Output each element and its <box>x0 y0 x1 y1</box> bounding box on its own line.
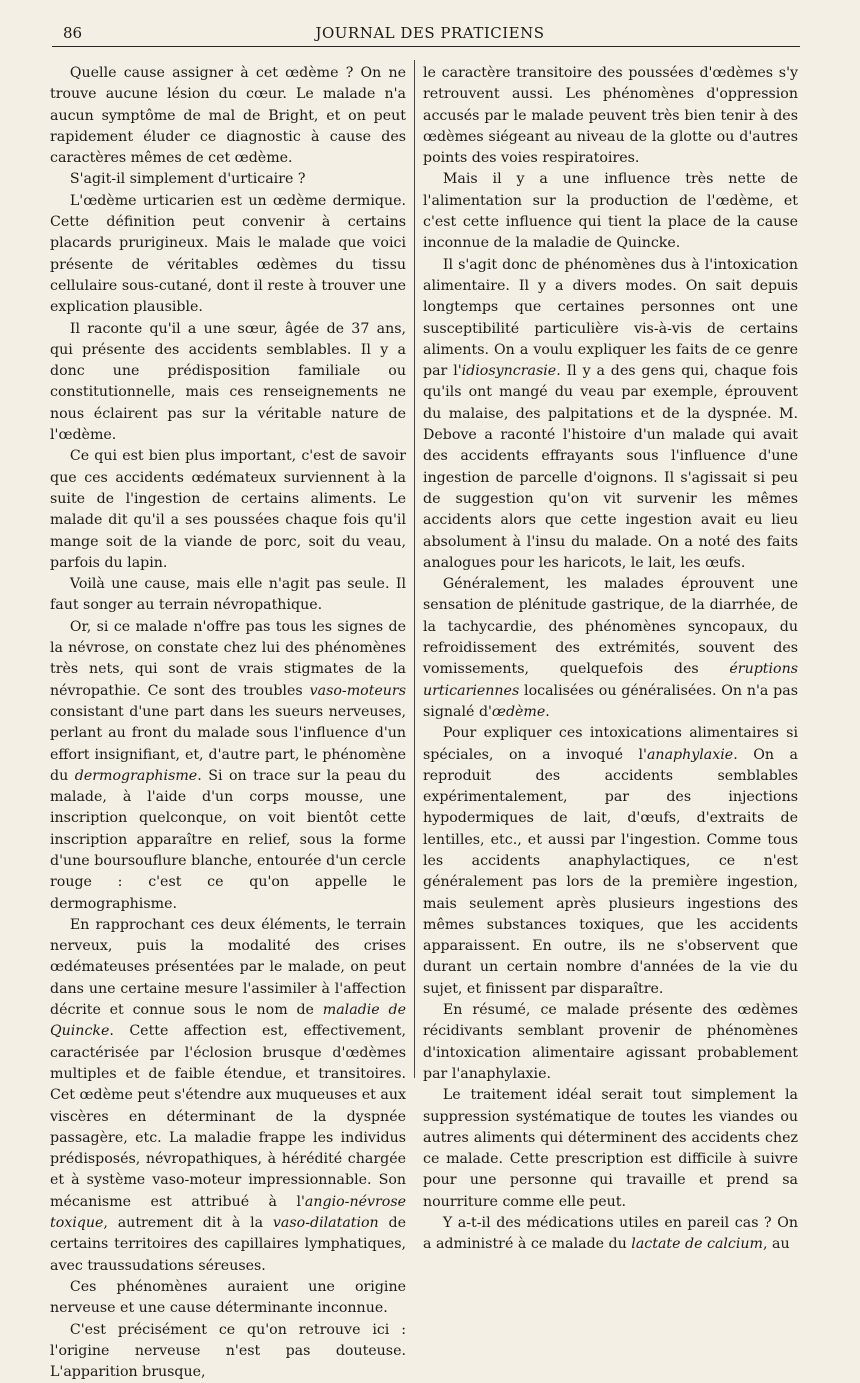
paragraph <box>50 1277 406 1320</box>
text-run: localisées ou généralisées. On n'a pas signalé d' <box>423 682 798 720</box>
paragraph <box>50 1320 406 1383</box>
italic-term: idiosyncrasie <box>461 363 557 380</box>
text-run: Voilà une cause, mais elle n'agit pas seule. Il faut songer au terrain névropathique. <box>50 576 406 614</box>
italic-term: vaso-dilatation <box>272 1215 379 1232</box>
text-run: de certains territoires des capillaires lymphatiques, avec traussudations séreuses. <box>50 1215 406 1274</box>
text-run: . <box>545 703 550 720</box>
paragraph <box>50 319 406 447</box>
paragraph <box>50 63 406 169</box>
text-run: consistant d'une part dans les sueurs nerveuses, perlant au front du malade sous l'influence d'un effort insignifiant, et, d'autre part, le phénomène du <box>50 703 406 784</box>
text-run: le caractère transitoire des poussées d'œdèmes s'y retrouvent aussi. Les phénomènes d'oppression accusés par le malade peuvent très bien tenir à des œdèmes siégeant au niveau de la glotte ou d'autres points des voies respiratoires. <box>423 65 798 167</box>
text-run: C'est précisément ce qu'on retrouve ici : l'origine nerveuse n'est pas douteuse. L'apparition brusque, <box>50 1321 406 1381</box>
text-run: L'œdème urticarien est un œdème dermique. Cette définition peut convenir à certains placards prurigineux. Mais le malade que voici présente de véritables œdèmes du tissu cellulaire sous-cutané, dont il reste à trouver une explication plausible. <box>50 192 406 316</box>
right-column <box>423 63 798 1253</box>
italic-term: lactate de calcium <box>631 1236 764 1253</box>
paragraph <box>50 915 406 1277</box>
text-run: Il raconte qu'il a une sœur, âgée de 37 ans, qui présente des accidents semblables. Il y a donc une prédisposition familiale ou constitutionnelle, mais ces renseignements ne nous éclairent pas sur la véritable nature de l'œdème. <box>50 320 406 444</box>
text-run: . Cette affection est, effectivement, caractérisée par l'éclosion brusque d'œdèmes multiples et de faible étendue, et transitoires. Cet œdème peut s'étendre aux muqueuses et aux viscères en déterminant de la dyspnée passagère, etc. La maladie frappe les individus prédisposés, névropathiques, à hérédité chargée et à système vaso-moteur impressionnable. Son mécanisme est attribué à l' <box>50 1023 406 1210</box>
text-run: , au <box>763 1236 790 1253</box>
paragraph <box>50 617 406 915</box>
paragraph <box>423 255 798 574</box>
italic-term: anaphylaxie <box>646 746 734 763</box>
paragraph <box>423 574 798 723</box>
text-run: S'agit-il simplement d'urticaire ? <box>69 171 306 188</box>
text-run: Or, si ce malade n'offre pas tous les signes de la névrose, on constate chez lui des phénomènes très nets, qui sont de vrais stigmates de la névropathie. Ce sont des troubles <box>50 618 406 699</box>
journal-title: JOURNAL DES PRATICIENS <box>315 24 545 42</box>
italic-term: angio-névrose toxique <box>50 1193 406 1232</box>
italic-term: vaso-moteurs <box>309 682 406 699</box>
paragraph <box>50 574 406 617</box>
text-run: Mais il y a une influence très nette de l'alimentation sur la production de l'œdème, et c'est cette influence qui tient la place de la cause inconnue de la maladie de Quincke. <box>423 171 798 252</box>
left-column <box>50 63 406 1381</box>
paragraph <box>50 169 406 190</box>
text-run: En résumé, ce malade présente des œdèmes récidivants semblant provenir de phénomènes d'intoxication alimentaire agissant probablement par l'anaphylaxie. <box>423 1002 798 1082</box>
paragraph <box>423 1085 798 1213</box>
text-run: . Il y a des gens qui, chaque fois qu'ils ont mangé du veau par exemple, éprouvent du malaise, des palpitations et de la dyspnée. M. Debove a raconté l'histoire d'un malade qui avait des accidents effrayants sous l'influence d'une ingestion de parcelle d'oignons. Il s'agissait si peu de suggestion qu'on vit survenir les mêmes accidents alors que cette ingestion avait eu lieu absolument à l'insu du malade. On a noté des faits analogues pour les haricots, le lait, les œufs. <box>423 363 798 571</box>
text-run: Y a-t-il des médications utiles en pareil cas ? On a administré à ce malade du <box>423 1215 798 1253</box>
paragraph <box>423 1213 798 1256</box>
text-run: , autrement dit à la <box>103 1215 273 1232</box>
header-rule <box>52 46 800 47</box>
italic-term: œdème <box>491 703 546 720</box>
paragraph <box>423 63 798 169</box>
italic-term: éruptions urticariennes <box>423 661 798 699</box>
paragraph <box>50 446 406 574</box>
text-run: . On a reproduit des accidents semblables expérimentalement, par des injections hypodermiques de lait, d'œufs, d'extraits de lentilles, etc., et aussi par l'ingestion. Comme tous les accidents anaphylactiques, ce n'est généralement pas lors de la première ingestion, mais seulement après plusieurs ingestions des mêmes substances toxiques, que les accidents apparaissent. En outre, ils ne s'observent que durant un certain nombre d'années de la vie du sujet, et finissent par disparaître. <box>423 746 798 997</box>
italic-term: maladie de Quincke <box>50 1002 406 1040</box>
paragraph <box>423 723 798 1000</box>
text-run: Il s'agit donc de phénomènes dus à l'intoxication alimentaire. Il y a divers modes. On sait depuis longtemps que certaines personnes ont une susceptibilité particulière vis-à-vis de certains aliments. On a voulu expliquer les faits de ce genre par l' <box>423 256 798 380</box>
text-run: Généralement, les malades éprouvent une sensation de plénitude gastrique, de la diarrhée, de la tachycardie, des phénomènes syncopaux, du refroidissement des extrémités, souvent des vomissements, quelquefois des <box>423 576 798 678</box>
paragraph <box>423 169 798 254</box>
text-run: . Si on trace sur la peau du malade, à l'aide d'un corps mousse, une inscription quelconque, on voit bientôt cette inscription apparaître en relief, sous la forme d'une boursouflure blanche, entourée d'un cercle rouge : c'est ce qu'on appelle le dermographisme. <box>50 767 406 912</box>
text-run: Pour expliquer ces intoxications alimentaires si spéciales, on a invoqué l' <box>423 725 798 763</box>
text-run: En rapprochant ces deux éléments, le terrain nerveux, puis la modalité des crises œdémateuses présentées par le malade, on peut dans une certaine mesure l'assimiler à l'affection décrite et connue sous le nom de <box>50 916 406 1019</box>
paragraph <box>423 1000 798 1085</box>
page-header <box>0 0 800 48</box>
page-number: 86 <box>63 24 83 42</box>
text-run: Le traitement idéal serait tout simplement la suppression systématique de toutes les viandes ou autres aliments qui déterminent des accidents chez ce malade. Cette prescription est difficile à suivre pour une personne qui travaille et prend sa nourriture comme elle peut. <box>423 1087 798 1210</box>
paragraph <box>50 191 406 319</box>
text-run: Ce qui est bien plus important, c'est de savoir que ces accidents œdémateux surviennent à la suite de l'ingestion de certains aliments. Le malade dit qu'il a ses poussées chaque fois qu'il mange soit de la viande de porc, soit du veau, parfois du lapin. <box>50 448 406 571</box>
text-run: Ces phénomènes auraient une origine nerveuse et une cause déterminante inconnue. <box>50 1278 406 1317</box>
italic-term: dermographisme <box>74 767 198 784</box>
text-run: Quelle cause assigner à cet œdème ? On ne trouve aucune lésion du cœur. Le malade n'a aucun symptôme de mal de Bright, et on peut rapidement éluder ce diagnostic à cause des caractères mêmes de cet œdème. <box>50 65 406 167</box>
column-divider <box>414 60 415 1078</box>
